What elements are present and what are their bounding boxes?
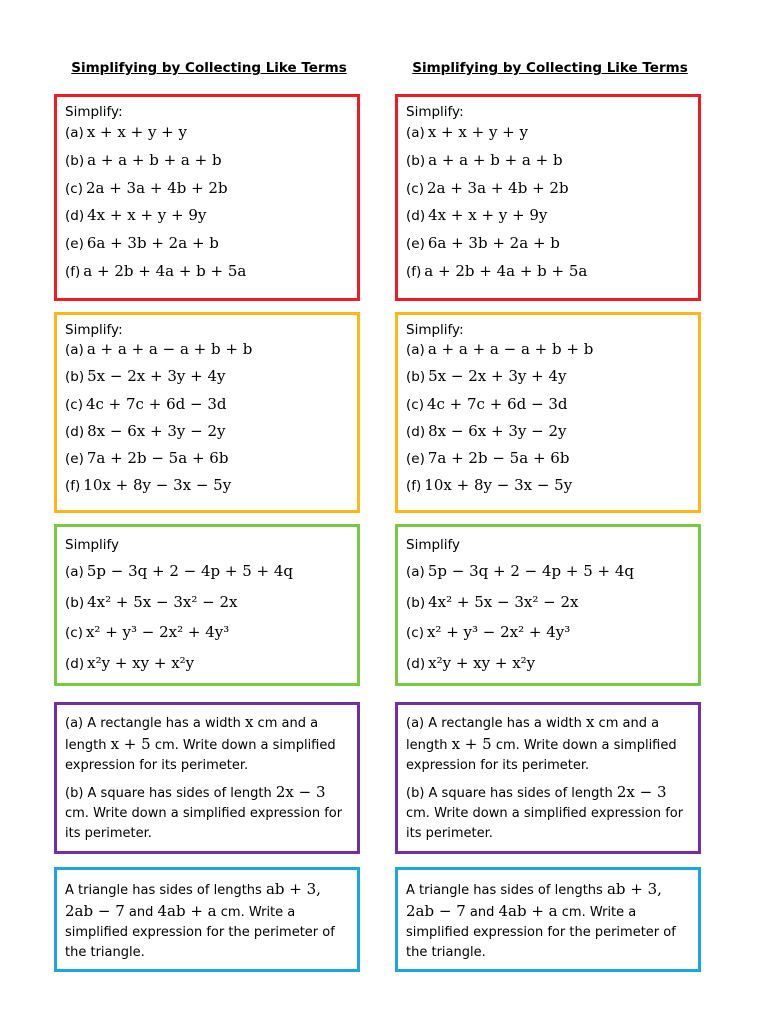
question-expression: 5p − 3q + 2 − 4p + 5 + 4q bbox=[427, 562, 635, 580]
question-label: (d) bbox=[406, 655, 426, 672]
question-expression: 4x + x + y + 9y bbox=[87, 206, 207, 225]
question-item bbox=[57, 556, 357, 587]
math-expression: 2ab − 7 bbox=[406, 902, 466, 920]
question-label: (c) bbox=[406, 396, 424, 413]
question-text: cm. Write a simplified expression for the perimeter of the triangle. bbox=[65, 905, 335, 960]
triangle-question bbox=[398, 870, 698, 963]
question-label: (d) bbox=[65, 655, 85, 672]
math-expression: ab + 3, bbox=[265, 880, 321, 898]
question-item bbox=[398, 648, 698, 679]
triangle-box bbox=[54, 867, 360, 972]
worksheet-title: Simplifying by Collecting Like Terms bbox=[412, 60, 688, 76]
math-expression: ab + 3, bbox=[606, 880, 662, 898]
question-expression: a + 2b + 4a + b + 5a bbox=[83, 261, 247, 280]
question-item bbox=[57, 336, 357, 363]
question-item bbox=[57, 363, 357, 390]
question-item bbox=[398, 445, 698, 472]
question-item bbox=[398, 202, 698, 230]
question-text: cm. Write down a simplified expression for its perimeter. bbox=[406, 738, 677, 773]
question-item bbox=[398, 230, 698, 258]
question-text: cm. Write down a simplified expression for its perimeter. bbox=[406, 806, 684, 841]
math-expression: x + 5 bbox=[451, 735, 492, 753]
rectangle-question bbox=[398, 705, 698, 776]
question-item bbox=[398, 391, 698, 418]
question-text: A triangle has sides of lengths bbox=[406, 883, 607, 898]
question-item bbox=[57, 230, 357, 258]
question-item bbox=[398, 587, 698, 618]
square-question bbox=[398, 776, 698, 844]
box-heading: Simplify: bbox=[406, 104, 464, 120]
math-expression: 2x − 3 bbox=[275, 783, 326, 801]
math-expression: 4ab + a bbox=[498, 902, 558, 920]
perimeter-box bbox=[54, 702, 360, 854]
question-label: (b) bbox=[406, 152, 426, 169]
question-item bbox=[398, 472, 698, 499]
question-label: (c) bbox=[65, 396, 83, 413]
question-expression: 5x − 2x + 3y + 4y bbox=[87, 367, 226, 386]
question-expression: 6a + 3b + 2a + b bbox=[86, 234, 219, 253]
question-label: (a) bbox=[65, 342, 84, 358]
question-expression: 4x² + 5x − 3x² − 2x bbox=[87, 592, 238, 611]
square-question bbox=[57, 776, 357, 844]
question-expression: a + a + a − a + b + b bbox=[427, 340, 594, 358]
question-item bbox=[57, 258, 357, 286]
question-label: (b) bbox=[65, 369, 85, 386]
question-expression: 4c + 7c + 6d − 3d bbox=[426, 394, 568, 413]
box-heading: Simplify: bbox=[406, 322, 464, 338]
question-item bbox=[57, 445, 357, 472]
math-expression: 2ab − 7 bbox=[65, 902, 125, 920]
question-item bbox=[57, 472, 357, 499]
question-expression: 5p − 3q + 2 − 4p + 5 + 4q bbox=[86, 562, 294, 580]
question-text: and bbox=[124, 905, 158, 920]
math-expression: x bbox=[244, 713, 254, 731]
question-item bbox=[398, 556, 698, 587]
question-item bbox=[57, 175, 357, 203]
question-text: cm. Write down a simplified expression for its perimeter. bbox=[65, 738, 336, 773]
simplify-box-1 bbox=[54, 94, 360, 301]
rectangle-question bbox=[57, 705, 357, 776]
question-expression: x + x + y + y bbox=[86, 123, 187, 141]
question-expression: x²y + xy + x²y bbox=[428, 653, 536, 672]
question-label: (a) bbox=[406, 342, 425, 358]
box-heading: Simplify bbox=[406, 537, 461, 553]
question-expression: 5x − 2x + 3y + 4y bbox=[428, 367, 567, 386]
question-item bbox=[398, 175, 698, 203]
question-text: A triangle has sides of lengths bbox=[65, 883, 266, 898]
question-item bbox=[398, 336, 698, 363]
question-label: (b) bbox=[406, 369, 426, 386]
question-item bbox=[57, 617, 357, 648]
question-text: (a) A rectangle has a width bbox=[65, 716, 245, 731]
question-label: (f) bbox=[65, 478, 81, 495]
question-item bbox=[57, 147, 357, 175]
box-heading: Simplify: bbox=[65, 322, 123, 338]
question-item bbox=[57, 418, 357, 445]
question-label: (a) bbox=[406, 564, 425, 580]
question-label: (f) bbox=[406, 263, 422, 280]
question-label: (d) bbox=[65, 208, 85, 225]
question-label: (c) bbox=[406, 180, 424, 197]
question-label: (d) bbox=[406, 423, 426, 440]
worksheet-title: Simplifying by Collecting Like Terms bbox=[71, 60, 347, 76]
simplify-box-2 bbox=[54, 312, 360, 513]
question-expression: 2a + 3a + 4b + 2b bbox=[85, 178, 228, 197]
question-expression: x² + y³ − 2x² + 4y³ bbox=[426, 623, 571, 641]
question-item bbox=[398, 363, 698, 390]
question-item bbox=[398, 418, 698, 445]
perimeter-box bbox=[395, 702, 701, 854]
question-item bbox=[57, 119, 357, 147]
question-label: (a) bbox=[65, 564, 84, 580]
question-expression: 6a + 3b + 2a + b bbox=[427, 234, 560, 253]
question-label: (e) bbox=[65, 451, 84, 468]
question-text: (b) A square has sides of length bbox=[65, 786, 276, 801]
question-label: (e) bbox=[65, 236, 84, 253]
math-expression: 2x − 3 bbox=[616, 783, 667, 801]
question-label: (f) bbox=[406, 478, 422, 495]
question-text: cm. Write down a simplified expression for its perimeter. bbox=[65, 806, 343, 841]
question-label: (b) bbox=[65, 594, 85, 611]
question-expression: x²y + xy + x²y bbox=[87, 653, 195, 672]
question-expression: x² + y³ − 2x² + 4y³ bbox=[85, 623, 230, 641]
question-text: (b) A square has sides of length bbox=[406, 786, 617, 801]
question-expression: 7a + 2b − 5a + 6b bbox=[86, 449, 229, 468]
question-expression: 8x − 6x + 3y − 2y bbox=[428, 421, 567, 440]
triangle-question bbox=[57, 870, 357, 963]
question-expression: a + a + a − a + b + b bbox=[86, 340, 253, 358]
question-expression: a + 2b + 4a + b + 5a bbox=[424, 261, 588, 280]
question-label: (a) bbox=[65, 125, 84, 141]
question-label: (c) bbox=[65, 180, 83, 197]
question-expression: 4x² + 5x − 3x² − 2x bbox=[428, 592, 579, 611]
simplify-box-3 bbox=[395, 524, 701, 686]
question-expression: a + a + b + a + b bbox=[428, 150, 563, 169]
box-heading: Simplify bbox=[65, 537, 120, 553]
question-expression: 10x + 8y − 3x − 5y bbox=[424, 476, 573, 495]
question-expression: 2a + 3a + 4b + 2b bbox=[426, 178, 569, 197]
simplify-box-2 bbox=[395, 312, 701, 513]
question-expression: 10x + 8y − 3x − 5y bbox=[83, 476, 232, 495]
question-text: and bbox=[465, 905, 499, 920]
question-expression: a + a + b + a + b bbox=[87, 150, 222, 169]
question-item bbox=[398, 617, 698, 648]
question-item bbox=[57, 202, 357, 230]
question-expression: x + x + y + y bbox=[427, 123, 528, 141]
question-label: (d) bbox=[65, 423, 85, 440]
question-label: (c) bbox=[65, 625, 83, 641]
question-label: (a) bbox=[406, 125, 425, 141]
question-label: (d) bbox=[406, 208, 426, 225]
question-expression: 4c + 7c + 6d − 3d bbox=[85, 394, 227, 413]
question-expression: 4x + x + y + 9y bbox=[428, 206, 548, 225]
question-item bbox=[398, 258, 698, 286]
question-item bbox=[57, 648, 357, 679]
question-text: cm. Write a simplified expression for the perimeter of the triangle. bbox=[406, 905, 676, 960]
question-label: (e) bbox=[406, 236, 425, 253]
question-label: (b) bbox=[406, 594, 426, 611]
math-expression: 4ab + a bbox=[157, 902, 217, 920]
question-expression: 8x − 6x + 3y − 2y bbox=[87, 421, 226, 440]
question-item bbox=[57, 391, 357, 418]
question-label: (e) bbox=[406, 451, 425, 468]
simplify-box-3 bbox=[54, 524, 360, 686]
question-expression: 7a + 2b − 5a + 6b bbox=[427, 449, 570, 468]
question-item bbox=[398, 119, 698, 147]
question-label: (c) bbox=[406, 625, 424, 641]
question-text: cm and a length bbox=[65, 716, 319, 753]
question-item bbox=[57, 587, 357, 618]
question-label: (b) bbox=[65, 152, 85, 169]
simplify-box-1 bbox=[395, 94, 701, 301]
question-text: (a) A rectangle has a width bbox=[406, 716, 586, 731]
question-text: cm and a length bbox=[406, 716, 660, 753]
triangle-box bbox=[395, 867, 701, 972]
math-expression: x + 5 bbox=[110, 735, 151, 753]
question-label: (f) bbox=[65, 263, 81, 280]
math-expression: x bbox=[585, 713, 595, 731]
box-heading: Simplify: bbox=[65, 104, 123, 120]
question-item bbox=[398, 147, 698, 175]
